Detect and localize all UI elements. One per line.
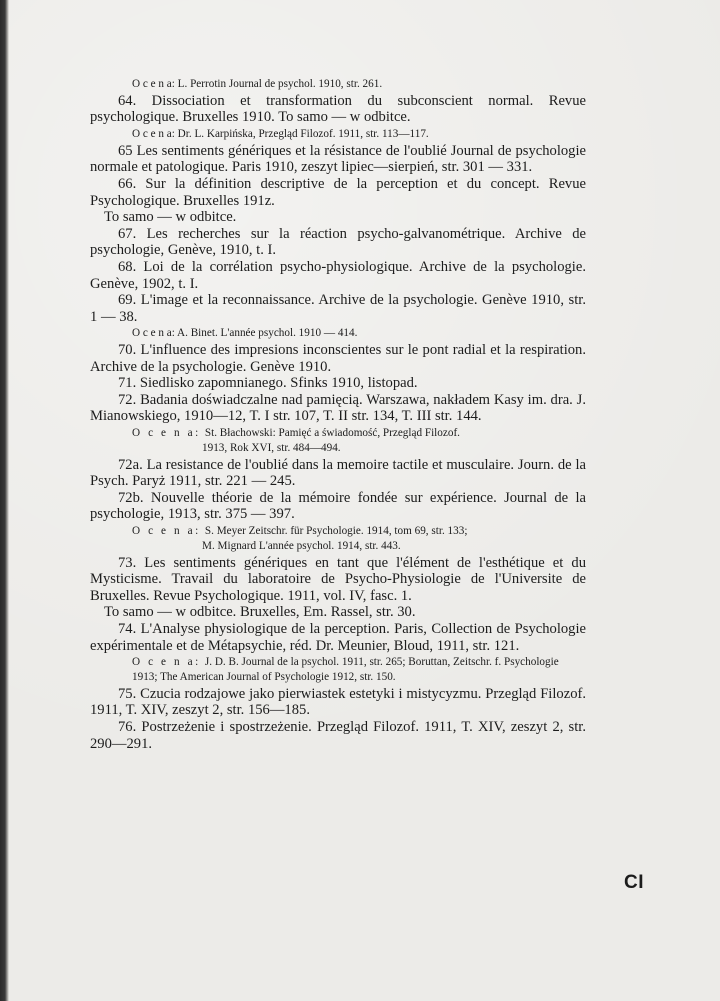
review-note-74 <box>90 655 586 685</box>
bibliography-entry-67: 67. Les recherches sur la réaction psycho-galvanométrique. Archive de psychologie, Genève, 1910, t. I. <box>90 225 586 259</box>
review-note-69: O c e n a: A. Binet. L'année psychol. 1910 — 414. <box>132 327 358 340</box>
reprint-note-66: To samo — w odbitce. <box>104 209 237 226</box>
review-note-72b <box>90 524 586 554</box>
bibliography-entry-76: 76. Postrzeżenie i spostrzeżenie. Przegląd Filozof. 1911, T. XIV, zeszyt 2, str. 290—291. <box>90 718 586 752</box>
review-label: O c e n a: <box>132 656 201 669</box>
page-number: CI <box>624 872 644 893</box>
review-label: O c e n a: <box>132 427 201 440</box>
bibliography-entry-74: 74. L'Analyse physiologique de la perception. Paris, Collection de Psychologie expérimentale et de Métapsychie, réd. Dr. Meunier, Bloud, 1911, str. 121. <box>90 621 586 654</box>
review-text: S. Meyer Zeitschr. für Psychologie. 1914, tom 69, str. 133; <box>204 525 468 538</box>
bibliography-entry-73: 73. Les sentiments génériques en tant que l'élément de l'esthétique et du Mysticisme. Travail du laboratoire de Psycho-Physiologie de l'Universite de Bruxelles. Revue Psychologique. 1911, vol. IV, fasc. 1. <box>90 554 586 604</box>
review-text: St. Błachowski: Pamięć a świadomość, Przegląd Filozof. <box>204 427 460 440</box>
bibliography-entry-75: 75. Czucia rodzajowe jako pierwiastek estetyki i mistycyzmu. Przegląd Filozof. 1911, T. XIV, zeszyt 2, str. 156—185. <box>90 685 586 719</box>
book-binding-edge <box>0 0 9 1001</box>
bibliography-entry-69: 69. L'image et la reconnaissance. Archive de la psychologie. Genève 1910, str. 1 — 38. <box>90 292 586 325</box>
bibliography-entry-64: 64. Dissociation et transformation du subconscient normal. Revue psychologique. Bruxelles 1910. To samo — w odbitce. <box>90 92 586 126</box>
bibliography-entry-65: 65 Les sentiments génériques et la résistance de l'oublié Journal de psychologie normale et patologique. Paris 1910, zeszyt lipiec—sierpień, str. 301 — 331. <box>90 142 586 176</box>
bibliography-entry-66: 66. Sur la définition descriptive de la perception et du concept. Revue Psychologique. Bruxelles 191z. <box>90 175 586 209</box>
bibliography-entry-72a: 72a. La resistance de l'oublié dans la memoire tactile et musculaire. Journ. de la Psych. Paryż 1911, str. 221 — 245. <box>90 456 586 490</box>
review-text-continued: M. Mignard L'année psychol. 1914, str. 443. <box>202 539 401 552</box>
review-text: J. D. B. Journal de la psychol. 1911, str. 265; Boruttan, Zeitschr. f. Psychologie 1913; The American Journal of Psychologie 1912, str. 150. <box>132 656 559 683</box>
bibliography-entry-68: 68. Loi de la corrélation psycho-physiologique. Archive de la psychologie. Genève, 1902, t. I. <box>90 258 586 292</box>
bibliography-list <box>90 76 586 752</box>
bibliography-entry-72: 72. Badania doświadczalne nad pamięcią. Warszawa, nakładem Kasy im. dra. J. Mianowskiego, 1910—12, T. I str. 107, T. II str. 134, T. III str. 144. <box>90 391 586 425</box>
bibliography-entry-71: 71. Siedlisko zapomnianego. Sfinks 1910, listopad. <box>118 375 418 392</box>
bibliography-entry-72b: 72b. Nouvelle théorie de la mémoire fondée sur expérience. Journal de la psychologie, 1913, str. 375 — 397. <box>90 489 586 523</box>
reprint-note-73: To samo — w odbitce. Bruxelles, Em. Rassel, str. 30. <box>104 604 416 621</box>
review-note-64: O c e n a: Dr. L. Karpińska, Przegląd Filozof. 1911, str. 113—117. <box>132 127 429 140</box>
review-note-72 <box>90 426 586 456</box>
review-text-continued: 1913, Rok XVI, str. 484—494. <box>202 441 341 454</box>
bibliography-entry-70: 70. L'influence des impresions inconscientes sur le pont radial et la respiration. Archive de la psychologie. Genève 1910. <box>90 342 586 375</box>
review-note-63: O c e n a: L. Perrotin Journal de psychol. 1910, str. 261. <box>132 78 383 90</box>
review-label: O c e n a: <box>132 525 201 538</box>
